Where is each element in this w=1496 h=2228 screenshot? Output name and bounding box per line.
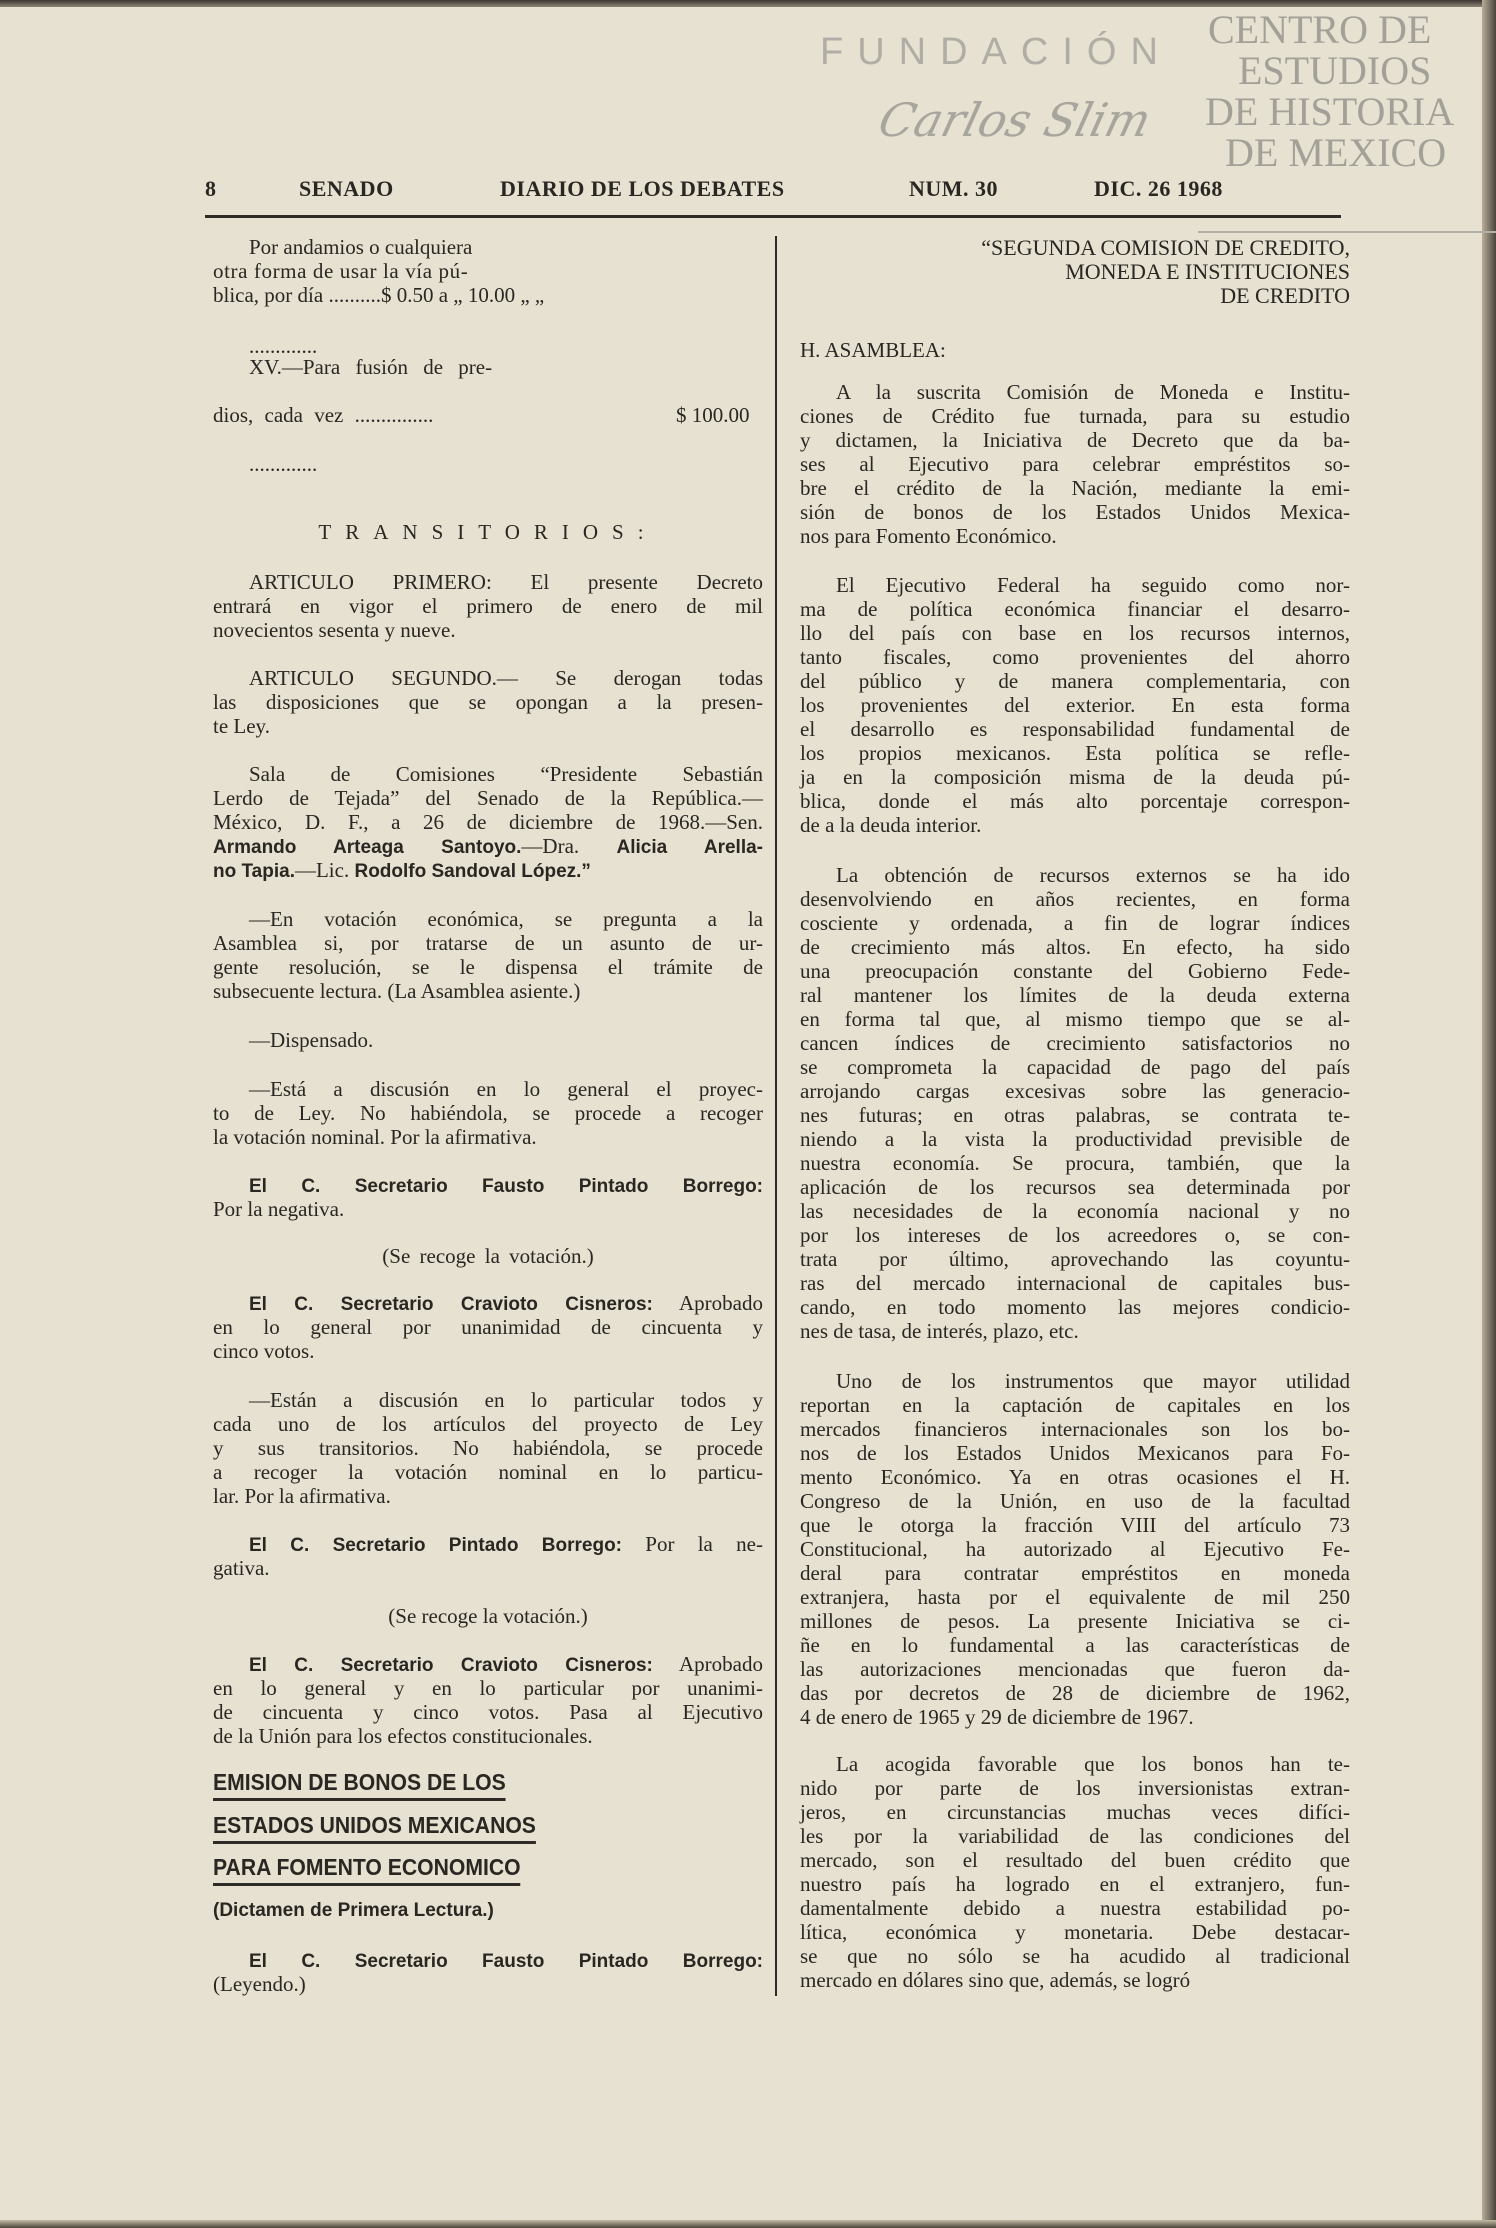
text-line: nuestro país ha logrado en el extranjero, fun- [800, 1872, 1350, 1896]
text-line: nos de los Estados Unidos Mexicanos para Fo- [800, 1441, 1350, 1465]
paragraph-votacion [213, 907, 763, 1003]
tariff-line: blica, por día ..........$ 0.50 a „ 10.00 „ „ [213, 283, 545, 307]
text-segment: —Dra. [521, 834, 617, 858]
text-line: México, D. F., a 26 de diciembre de 1968.—Sen. [213, 810, 763, 834]
text-line: A la suscrita Comisión de Moneda e Institu- [836, 380, 1350, 404]
text-line: Sala de Comisiones “Presidente Sebastián [249, 762, 763, 786]
text-line [213, 1291, 763, 1315]
text-line: ARTICULO SEGUNDO.— Se derogan todas [249, 666, 763, 690]
text-line: de la Unión para los efectos constitucionales. [213, 1724, 593, 1748]
text-segment: Por la ne- [622, 1532, 763, 1556]
speaker-name: El C. Secretario Fausto Pintado Borrego: [249, 1176, 763, 1197]
text-line: 4 de enero de 1965 y 29 de diciembre de 1967. [800, 1705, 1194, 1729]
recoge-votacion: (Se recoge la votación.) [382, 1244, 594, 1268]
page-edge-bottom [0, 2220, 1496, 2228]
paragraph-sala-comisiones [213, 762, 763, 882]
text-line: —En votación económica, se pregunta a la [249, 907, 763, 931]
paragraph-dispensado [213, 1028, 763, 1052]
transitorios-heading: TRANSITORIOS: [318, 520, 658, 544]
text-line: Congreso de la Unión, en uso de la facultad [800, 1489, 1350, 1513]
header-rule [205, 215, 1341, 218]
text-line: jeros, en circunstancias muchas veces difíci- [800, 1800, 1350, 1824]
text-line: trata por último, aprovechando las coyuntu- [800, 1247, 1350, 1271]
text-line: mento Económico. Ya en otras ocasiones el H. [800, 1465, 1350, 1489]
text-line [213, 1173, 763, 1197]
text-line: das por decretos de 28 de diciembre de 1962, [800, 1681, 1350, 1705]
text-line: cosciente y ordenada, a fin de lograr índices [800, 911, 1350, 935]
text-line: los propios mexicanos. Esta política se refle- [800, 741, 1350, 765]
text-line: bre el crédito de la Nación, mediante la emi- [800, 476, 1350, 500]
page-edge-top [0, 0, 1496, 7]
text-line: (Leyendo.) [213, 1972, 306, 1996]
speaker-name: El C. Secretario Cravioto Cisneros: [249, 1655, 653, 1676]
text-line: sión de bonos de los Estados Unidos Mexica- [800, 500, 1350, 524]
text-line: deral para contratar empréstitos en moneda [800, 1561, 1350, 1585]
text-line: ma de política económica financiar el desarro- [800, 597, 1350, 621]
text-segment: —Lic. [294, 858, 355, 882]
publication-title: DIARIO DE LOS DEBATES [500, 176, 785, 201]
text-line: Uno de los instrumentos que mayor utilidad [836, 1369, 1350, 1393]
text-line: a recoger la votación nominal en lo particu- [213, 1460, 763, 1484]
paragraph-aprobado-particular [213, 1652, 763, 1748]
text-line: ARTICULO PRIMERO: El presente Decreto [249, 570, 763, 594]
text-line: la votación nominal. Por la afirmativa. [213, 1125, 537, 1149]
text-line: —Está a discusión en lo general el proyec- [249, 1077, 763, 1101]
text-line [213, 858, 763, 882]
paragraph-aprobado-general [213, 1291, 763, 1363]
text-line: se comprometa la capacidad de pago del país [800, 1055, 1350, 1079]
issue-date: DIC. 26 1968 [1094, 176, 1223, 201]
speaker-name: El C. Secretario Fausto Pintado Borrego: [249, 1951, 763, 1972]
watermark-signature: Carlos Slim [873, 93, 1157, 147]
text-line: mercados financieros internacionales son los bo- [800, 1417, 1350, 1441]
speaker-name: Rodolfo Sandoval López.” [354, 861, 591, 882]
text-line: mercado, son el resultado del buen crédito que [800, 1848, 1350, 1872]
commission-heading-line: MONEDA E INSTITUCIONES [1065, 259, 1350, 284]
text-line [213, 834, 763, 858]
text-line: aplicación de los recursos sea determinada por [800, 1175, 1350, 1199]
paragraph-instrumentos [800, 1369, 1350, 1729]
text-line: entrará en vigor el primero de enero de mil [213, 594, 763, 618]
text-line: y dictamen, la Iniciativa de Decreto que da ba- [800, 428, 1350, 452]
watermark-divider [1198, 231, 1496, 233]
text-line: llo del país con base en los recursos internos, [800, 621, 1350, 645]
text-line: Constitucional, ha autorizado al Ejecutivo Fe- [800, 1537, 1350, 1561]
speaker-name: Alicia Arella- [616, 837, 763, 858]
text-line: del público y de manera complementaria, con [800, 669, 1350, 693]
watermark-line: CENTRO DE [1208, 7, 1432, 52]
text-line: les por la variabilidad de las condiciones del [800, 1824, 1350, 1848]
commission-heading-line: DE CREDITO [1220, 283, 1350, 308]
text-line: —Están a discusión en lo particular todos y [249, 1388, 763, 1412]
paragraph-secretario-negativa-2 [213, 1532, 763, 1580]
text-line: nos para Fomento Económico. [800, 524, 1057, 548]
text-line: lítica, económica y monetaria. Debe destacar- [800, 1920, 1350, 1944]
text-line: una preocupación constante del Gobierno Fede- [800, 959, 1350, 983]
text-line: arrojando cargas excesivas sobre las generacio- [800, 1079, 1350, 1103]
text-line: Lerdo de Tejada” del Senado de la República.— [213, 786, 763, 810]
paragraph-articulo-segundo [213, 666, 763, 738]
text-line: Por la negativa. [213, 1197, 345, 1221]
text-line: cando, en todo momento las mejores condicio- [800, 1295, 1350, 1319]
tariff-line: dios, cada vez ............... [213, 403, 434, 427]
text-line: se que no sólo se ha acudido al tradicional [800, 1944, 1350, 1968]
paragraph-discusion-general [213, 1077, 763, 1149]
text-line: de cincuenta y cinco votos. Pasa al Ejecutivo [213, 1700, 763, 1724]
text-line: las disposiciones que se opongan a la presen- [213, 690, 763, 714]
text-line: subsecuente lectura. (La Asamblea asiente.) [213, 979, 581, 1003]
ellipsis-dots: ............. [249, 452, 318, 476]
text-line: te Ley. [213, 714, 270, 738]
text-line: de crecimiento más altos. En efecto, ha sido [800, 935, 1350, 959]
page-edge-right [1482, 0, 1496, 2228]
text-line: —Dispensado. [249, 1028, 374, 1052]
text-segment: Aprobado [652, 1652, 763, 1676]
text-line: cinco votos. [213, 1339, 315, 1363]
text-line: gente resolución, se le dispensa el trámite de [213, 955, 763, 979]
text-line: de a la deuda interior. [800, 813, 982, 837]
text-line: en forma tal que, al mismo tiempo que se al- [800, 1007, 1350, 1031]
paragraph-leyendo [213, 1948, 763, 1996]
text-line: en lo general por unanimidad de cincuenta y [213, 1315, 763, 1339]
salutation: H. ASAMBLEA: [800, 338, 946, 362]
text-line: blica, donde el más alto porcentaje correspon- [800, 789, 1350, 813]
text-line: las autorizaciones mencionadas que fueron da- [800, 1657, 1350, 1681]
speaker-name: El C. Secretario Pintado Borrego: [249, 1535, 622, 1556]
tariff-line: Por andamios o cualquiera [249, 235, 473, 259]
text-line: ral mantener los límites de la deuda externa [800, 983, 1350, 1007]
tariff-amount: $ 100.00 [676, 403, 750, 427]
text-line: el desarrollo es responsabilidad fundamental de [800, 717, 1350, 741]
tariff-line: otra forma de usar la vía pú- [213, 259, 469, 283]
text-line: en lo general y en lo particular por unanimi- [213, 1676, 763, 1700]
text-line: nes futuras; en otras palabras, se contrata te- [800, 1103, 1350, 1127]
text-line: cancen índices de crecimiento satisfactorios no [800, 1031, 1350, 1055]
text-line: y sus transitorios. No habiéndola, se procede [213, 1436, 763, 1460]
tariff-item-xv: XV.—Para fusión de pre- [249, 355, 493, 379]
paragraph-turnada [800, 380, 1350, 548]
text-line: reportan en la captación de capitales en los [800, 1393, 1350, 1417]
text-line: millones de pesos. La presente Iniciativa se ci- [800, 1609, 1350, 1633]
text-line [213, 1948, 763, 1972]
text-line: ras del mercado internacional de capitales bus- [800, 1271, 1350, 1295]
text-line: ñe en lo fundamental a las características de [800, 1633, 1350, 1657]
dictamen-note: (Dictamen de Primera Lectura.) [213, 1900, 494, 1921]
text-line: ciones de Crédito fue turnada, para su estudio [800, 404, 1350, 428]
text-line [213, 1532, 763, 1556]
text-line: lar. Por la afirmativa. [213, 1484, 391, 1508]
paragraph-acogida [800, 1752, 1350, 1992]
paragraph-secretario-negativa [213, 1173, 763, 1221]
section-title-line: EMISION DE BONOS DE LOS [213, 1769, 506, 1801]
text-line: los provenientes del exterior. En esta forma [800, 693, 1350, 717]
column-divider [775, 236, 777, 1996]
watermark-line: DE MEXICO [1225, 130, 1447, 175]
paragraph-ejecutivo-federal [800, 573, 1350, 837]
text-segment: Aprobado [652, 1291, 763, 1315]
text-line: Asamblea si, por tratarse de un asunto de ur- [213, 931, 763, 955]
text-line: novecientos sesenta y nueve. [213, 618, 456, 642]
text-line: La acogida favorable que los bonos han te- [836, 1752, 1350, 1776]
text-line: niendo a la vista la productividad previsible de [800, 1127, 1350, 1151]
speaker-name: Armando Arteaga Santoyo. [213, 837, 522, 858]
text-line: ses al Ejecutivo para celebrar empréstitos so- [800, 452, 1350, 476]
text-line: to de Ley. No habiéndola, se procede a recoger [213, 1101, 763, 1125]
paragraph-recursos-externos [800, 863, 1350, 1343]
section-title-line: PARA FOMENTO ECONOMICO [213, 1854, 521, 1886]
page-number: 8 [205, 176, 217, 201]
text-line: las necesidades de la economía nacional y no [800, 1199, 1350, 1223]
watermark-fundacion: FUNDACIÓN [820, 31, 1172, 73]
text-line: mercado en dólares sino que, además, se logró [800, 1968, 1191, 1992]
ellipsis-dots: ............. [249, 334, 318, 358]
issue-number: NUM. 30 [909, 176, 999, 201]
text-line: nuestra economía. Se procura, también, que la [800, 1151, 1350, 1175]
text-line: La obtención de recursos externos se ha ido [836, 863, 1350, 887]
commission-heading-line: “SEGUNDA COMISION DE CREDITO, [981, 235, 1350, 260]
text-line: que le otorga la fracción VIII del artículo 73 [800, 1513, 1350, 1537]
recoge-votacion: (Se recoge la votación.) [388, 1604, 588, 1628]
text-line: por los intereses de los acreedores o, se con- [800, 1223, 1350, 1247]
text-line: El Ejecutivo Federal ha seguido como nor- [836, 573, 1350, 597]
text-line: nes de tasa, de interés, plazo, etc. [800, 1319, 1079, 1343]
chamber: SENADO [299, 176, 394, 201]
text-line: ja en la composición misma de la deuda pú- [800, 765, 1350, 789]
text-line: desenvolviendo en años recientes, en forma [800, 887, 1350, 911]
text-line: extranjera, hasta por el equivalente de mil 250 [800, 1585, 1350, 1609]
speaker-name: no Tapia. [213, 861, 295, 882]
text-line: tanto fiscales, como provenientes del ahorro [800, 645, 1350, 669]
text-line: nido por parte de los inversionistas extran- [800, 1776, 1350, 1800]
text-line: cada uno de los artículos del proyecto de Ley [213, 1412, 763, 1436]
text-line: damentalmente debido a nuestra estabilidad po- [800, 1896, 1350, 1920]
text-line [213, 1652, 763, 1676]
paragraph-articulo-primero [213, 570, 763, 642]
watermark-line: DE HISTORIA [1205, 89, 1455, 134]
watermark-line: ESTUDIOS [1238, 48, 1432, 93]
speaker-name: El C. Secretario Cravioto Cisneros: [249, 1294, 653, 1315]
section-title-line: ESTADOS UNIDOS MEXICANOS [213, 1812, 536, 1844]
text-line: gativa. [213, 1556, 270, 1580]
paragraph-discusion-particular [213, 1388, 763, 1508]
